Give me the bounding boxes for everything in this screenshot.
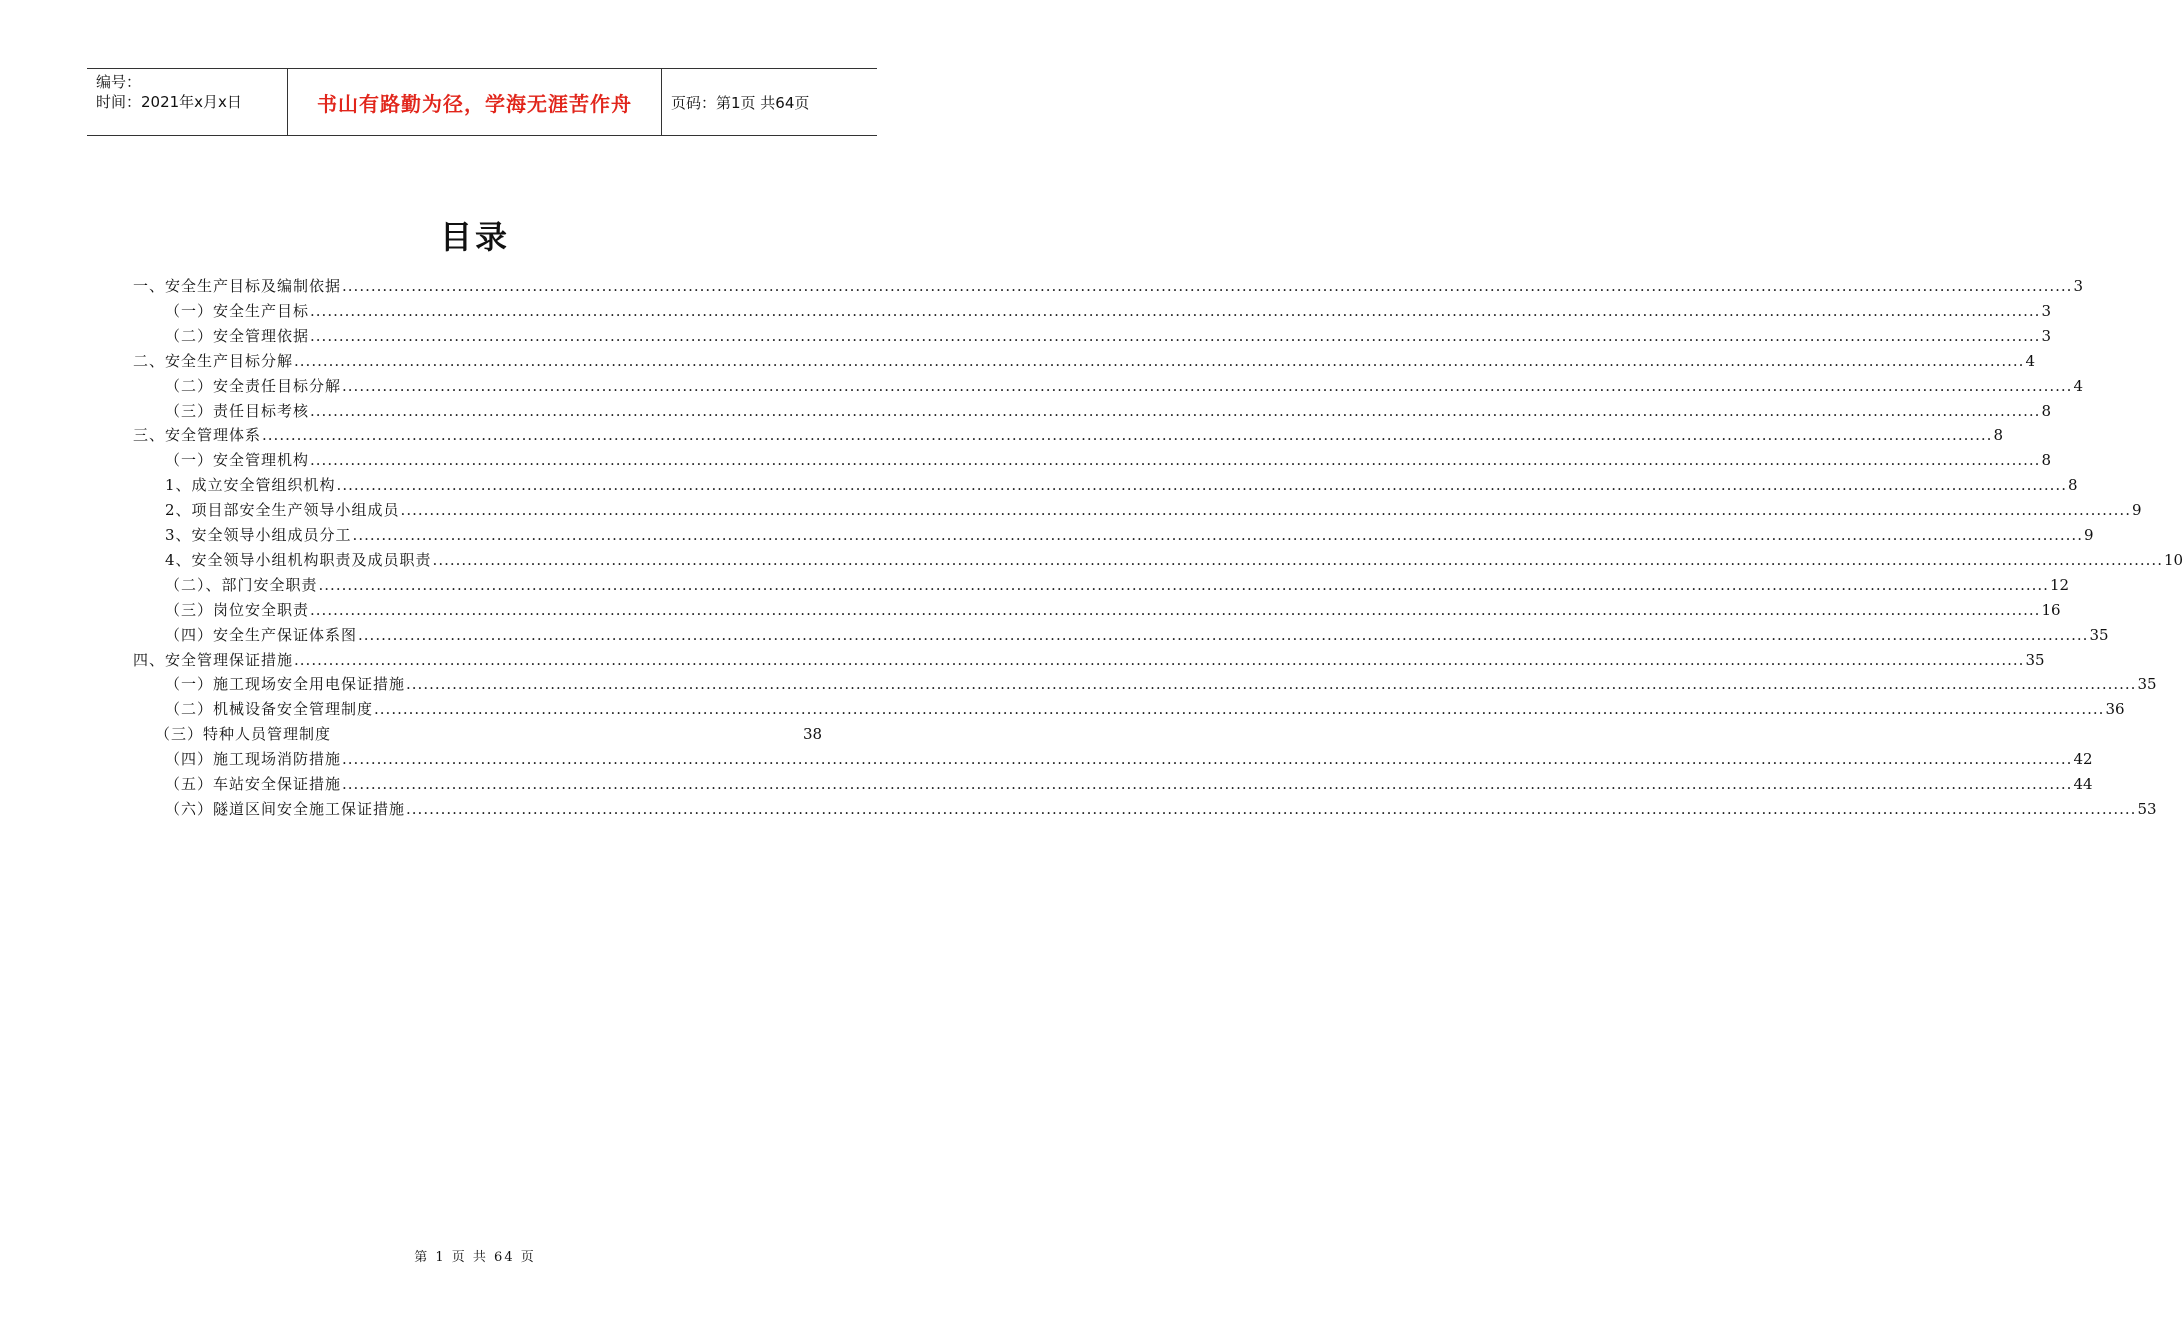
toc-leader-dots: ............................................................................................................................................................................................................................................................................................................ — [294, 650, 2025, 669]
toc-entry[interactable] — [165, 446, 2051, 470]
toc-leader-dots: ............................................................................................................................................................................................................................................................................................................ — [336, 476, 2067, 495]
toc-entry-label: （六）隧道区间安全施工保证措施 — [165, 799, 406, 818]
toc-leader-dots: ............................................................................................................................................................................................................................................................................................................ — [342, 277, 2073, 295]
toc-leader-dots: ............................................................................................................................................................................................................................................................................................................ — [318, 575, 2049, 594]
toc-entry[interactable] — [165, 670, 2157, 694]
toc-entry-page: 8 — [1993, 426, 2003, 445]
toc-entry[interactable] — [165, 397, 2051, 421]
toc-entry-page: 4 — [2073, 376, 2083, 395]
toc-entry-label: （一）安全生产目标 — [165, 301, 310, 320]
toc-leader-dots: ............................................................................................................................................................................................................................................................................................................ — [406, 675, 2137, 694]
toc-entry[interactable] — [133, 272, 2083, 296]
toc-entry-label: 一、安全生产目标及编制依据 — [133, 277, 342, 295]
toc-entry-page: 8 — [2067, 476, 2078, 495]
toc-entry-label: （一）安全管理机构 — [165, 451, 310, 470]
toc-leader-dots: ............................................................................................................................................................................................................................................................................................................ — [432, 550, 2163, 569]
toc-leader-dots: ............................................................................................................................................................................................................................................................................................................ — [342, 750, 2073, 769]
toc-entry-label: 3、安全领导小组成员分工 — [165, 526, 352, 544]
header-motto: 书山有路勤为径，学海无涯苦作舟 — [288, 69, 662, 135]
toc-entry-label: （四）施工现场消防措施 — [165, 750, 342, 769]
toc-entry-page: 35 — [2137, 675, 2157, 694]
header-page-label: 页码：第1页 共64页 — [671, 93, 810, 112]
toc-entry[interactable] — [165, 695, 2125, 719]
toc-entry[interactable] — [165, 621, 2109, 645]
toc-entry-label: （四）安全生产保证体系图 — [165, 625, 358, 644]
toc-entry-page: 36 — [2105, 700, 2125, 719]
toc-entry-page: 35 — [2089, 625, 2109, 644]
toc-entry-label: 二、安全生产目标分解 — [133, 351, 294, 370]
toc-leader-dots: ............................................................................................................................................................................................................................................................................................................ — [342, 376, 2073, 395]
toc-entry[interactable] — [165, 795, 2157, 819]
toc-entry[interactable] — [165, 546, 2183, 570]
toc-entry-page: 44 — [2073, 775, 2093, 793]
toc-entry[interactable] — [165, 521, 2094, 545]
toc-entry[interactable] — [165, 496, 2142, 520]
toc-entry-label: （二）安全责任目标分解 — [165, 376, 342, 395]
toc-entry[interactable] — [133, 646, 2045, 670]
toc-leader-dots: ............................................................................................................................................................................................................................................................................................................ — [310, 301, 2041, 320]
toc-entry-label: 1、成立安全管组织机构 — [165, 476, 336, 495]
toc-leader-dots: ............................................................................................................................................................................................................................................................................................................ — [352, 526, 2083, 544]
toc-entry-page: 3 — [2041, 301, 2051, 320]
toc-entry-label: 4、安全领导小组机构职责及成员职责 — [165, 550, 432, 569]
toc-entry-label: （二）安全管理依据 — [165, 326, 310, 345]
toc-leader-dots: ............................................................................................................................................................................................................................................................................................................ — [310, 451, 2041, 470]
toc-entry[interactable] — [165, 471, 2078, 495]
toc-entry[interactable] — [165, 596, 2061, 620]
toc-entry-page: 9 — [2131, 501, 2142, 520]
toc-entry-label: 三、安全管理体系 — [133, 426, 262, 445]
document-title: 目录 — [439, 218, 510, 256]
toc-entry-page: 3 — [2041, 326, 2051, 345]
toc-entry[interactable] — [165, 322, 2051, 346]
toc-entry-label: （五）车站安全保证措施 — [165, 775, 342, 793]
toc-leader-dots: ............................................................................................................................................................................................................................................................................................................ — [310, 401, 2041, 420]
toc-entry-label: （三）特种人员管理制度 — [155, 725, 332, 744]
toc-entry-page: 8 — [2041, 451, 2051, 470]
document-number-label: 编号： — [96, 73, 142, 91]
toc-entry-page: 16 — [2041, 600, 2061, 619]
toc-leader-dots: ............................................................................................................................................................................................................................................................................................................ — [406, 799, 2137, 818]
toc-entry[interactable] — [165, 372, 2083, 396]
toc-entry[interactable] — [165, 297, 2051, 321]
toc-entry-label: （二）、部门安全职责 — [165, 575, 318, 594]
toc-entry-page: 4 — [2025, 351, 2035, 370]
page-header — [87, 68, 877, 136]
toc-entry-page: 8 — [2041, 401, 2051, 420]
toc-entry-page: 12 — [2049, 575, 2070, 594]
toc-entry-page: 42 — [2073, 750, 2093, 769]
toc-leader-dots: ............................................................................................................................................................................................................................................................................................................ — [294, 351, 2025, 370]
toc-leader-dots: ............................................................................................................................................................................................................................................................................................................ — [400, 501, 2131, 520]
header-meta — [87, 69, 288, 135]
toc-entry[interactable] — [133, 347, 2035, 371]
toc-leader-dots: ............................................................................................................................................................................................................................................................................................................ — [342, 775, 2073, 793]
page-footer: 第 1 页 共 64 页 — [414, 1250, 536, 1265]
toc-entry-page: 53 — [2137, 799, 2157, 818]
toc-entry-page: 9 — [2083, 526, 2094, 544]
toc-entry-page: 3 — [2073, 277, 2083, 295]
toc-entry-page: 35 — [2025, 650, 2045, 669]
toc-leader-dots: ............................................................................................................................................................................................................................................................................................................ — [374, 700, 2105, 719]
toc-entry-label: 2、项目部安全生产领导小组成员 — [165, 501, 400, 520]
toc-leader-dots: ............................................................................................................................................................................................................................................................................................................ — [262, 426, 1993, 445]
document-time-label: 时间：2021年x月x日 — [96, 93, 242, 111]
toc-entry[interactable] — [155, 720, 823, 744]
toc-entry-page: 10 — [2163, 550, 2183, 569]
toc-entry-page: 38 — [803, 725, 823, 744]
toc-entry-label: （二）机械设备安全管理制度 — [165, 700, 374, 719]
toc-entry[interactable] — [165, 745, 2093, 769]
toc-entry-label: （三）岗位安全职责 — [165, 600, 310, 619]
toc-entry[interactable] — [133, 421, 2003, 445]
toc-entry-label: （三）责任目标考核 — [165, 401, 310, 420]
toc-entry[interactable] — [165, 571, 2070, 595]
toc-entry-label: （一）施工现场安全用电保证措施 — [165, 675, 406, 694]
toc-entry-label: 四、安全管理保证措施 — [133, 650, 294, 669]
toc-entry[interactable] — [165, 770, 2093, 794]
toc-leader-dots: ............................................................................................................................................................................................................................................................................................................ — [310, 326, 2041, 345]
toc-leader-dots: ............................................................................................................................................................................................................................................................................................................ — [310, 600, 2041, 619]
toc-leader-dots: ............................................................................................................................................................................................................................................................................................................ — [358, 625, 2089, 644]
